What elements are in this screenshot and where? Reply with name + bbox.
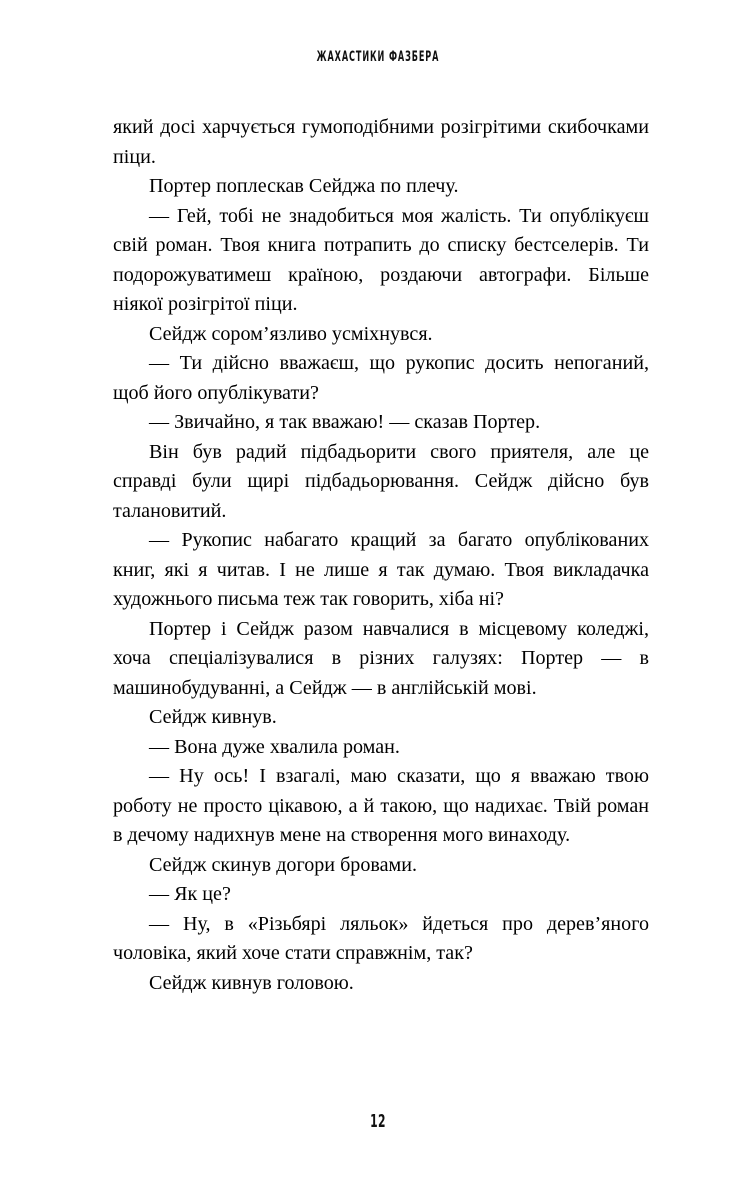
- paragraph: — Гей, тобі не знадобиться моя жалість. Ти опублікуєш свій роман. Твоя книга потрапить до списку бестселерів. Ти подорожуватимеш країною, роздаючи автографи. Більше ніякої розігрітої піци.: [113, 204, 649, 315]
- paragraph: — Вона дуже хвалила роман.: [149, 735, 400, 758]
- paragraph: Сейдж кивнув.: [149, 706, 277, 728]
- paragraph: — Ну, в «Різьбярі ляльок» йдеться про дерев’яного чоловіка, який хоче стати справжнім, так?: [113, 912, 649, 964]
- page-number: 12: [370, 1110, 386, 1132]
- paragraph: — Звичайно, я так вважаю! — сказав Портер.: [149, 411, 541, 433]
- paragraph: — Ну ось! І взагалі, маю сказати, що я вважаю твою роботу не просто цікавою, а й такою, що надихає. Твій роман в дечому надихнув мене на створення мого винаходу.: [113, 765, 649, 846]
- paragraph: Він був радий підбадьорити свого приятеля, але це справді були щирі підбадьорювання. Сейдж дійсно був талановитий.: [113, 440, 649, 522]
- paragraph: Сейдж сором’язливо усміхнувся.: [149, 322, 433, 345]
- paragraph: який досі харчується гумоподібними розігрітими скибочками піци.: [113, 116, 649, 168]
- paragraph: Портер і Сейдж разом навчалися в місцевому коледжі, хоча спеціалізувалися в різних галузях: Портер — в машинобудуванні, а Сейдж — в англійській мові.: [113, 617, 649, 699]
- paragraph: Сейдж кивнув головою.: [149, 971, 354, 994]
- running-head: ЖАХАСТИКИ ФАЗБЕРА: [316, 48, 440, 65]
- paragraph: — Ти дійсно вважаєш, що рукопис досить непоганий, щоб його опублікувати?: [113, 352, 649, 404]
- paragraph: Сейдж скинув догори бровами.: [149, 853, 418, 876]
- paragraph: — Рукопис набагато кращий за багато опублікованих книг, які я читав. І не лише я так думаю. Твоя викладачка художнього письма теж так говорить, хіба ні?: [113, 529, 649, 610]
- body-text-block: [113, 113, 649, 998]
- paragraph: — Як це?: [149, 883, 231, 905]
- paragraph: Портер поплескав Сейджа по плечу.: [149, 175, 459, 197]
